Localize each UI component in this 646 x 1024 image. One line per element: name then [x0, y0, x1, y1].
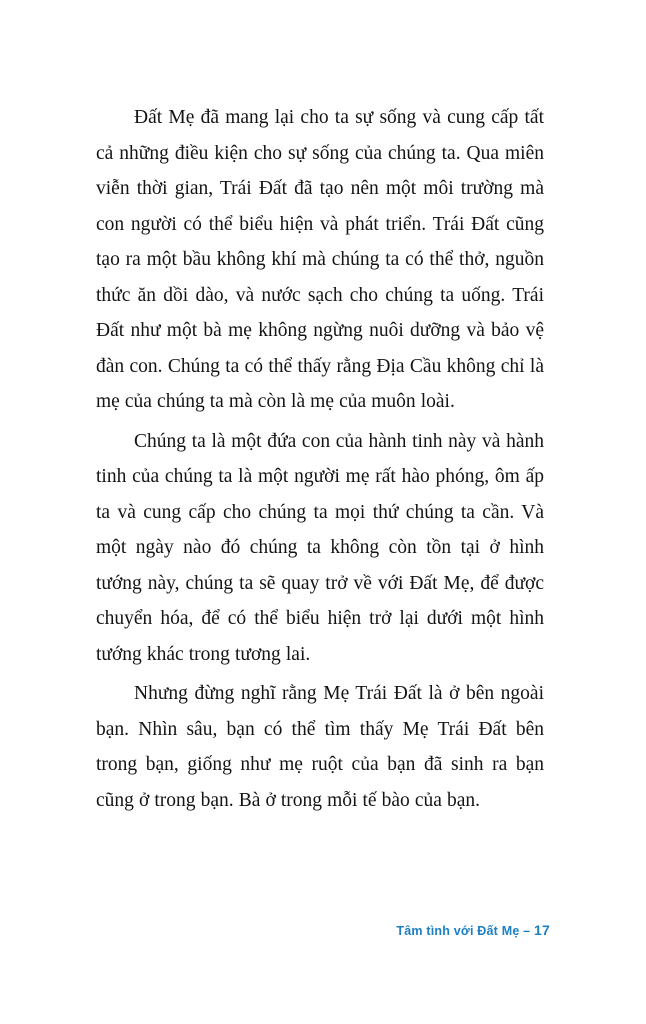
- paragraph: Nhưng đừng nghĩ rằng Mẹ Trái Đất là ở bên ngoài bạn. Nhìn sâu, bạn có thể tìm thấy Mẹ Trái Đất bên trong bạn, giống như mẹ ruột của bạn đã sinh ra bạn cũng ở trong bạn. Bà ở trong mỗi tế bào của bạn.: [96, 683, 544, 811]
- paragraph: Đất Mẹ đã mang lại cho ta sự sống và cung cấp tất cả những điều kiện cho sự sống của chúng ta. Qua miên viễn thời gian, Trái Đất đã tạo nên một môi trường mà con người có thể biểu hiện và phát triển. Trái Đất cũng tạo ra một bầu không khí mà chúng ta có thể thở, nguồn thức ăn dồi dào, và nước sạch cho chúng ta uống. Trái Đất như một bà mẹ không ngừng nuôi dưỡng và bảo vệ đàn con. Chúng ta có thể thấy rằng Địa Cầu không chỉ là mẹ của chúng ta mà còn là mẹ của muôn loài.: [96, 107, 544, 412]
- paragraph: Chúng ta là một đứa con của hành tinh này và hành tinh của chúng ta là một người mẹ rất hào phóng, ôm ấp ta và cung cấp cho chúng ta mọi thứ chúng ta cần. Và một ngày nào đó chúng ta không còn tồn tại ở hình tướng này, chúng ta sẽ quay trở về với Đất Mẹ, để được chuyển hóa, để có thể biểu hiện trở lại dưới một hình tướng khác trong tương lai.: [96, 430, 544, 665]
- footer-book-title: Tâm tình với Đất Mẹ: [396, 924, 520, 938]
- footer-separator: –: [523, 924, 531, 938]
- page-footer: [396, 922, 550, 938]
- page-body: [96, 100, 544, 818]
- page-number: 17: [534, 922, 550, 938]
